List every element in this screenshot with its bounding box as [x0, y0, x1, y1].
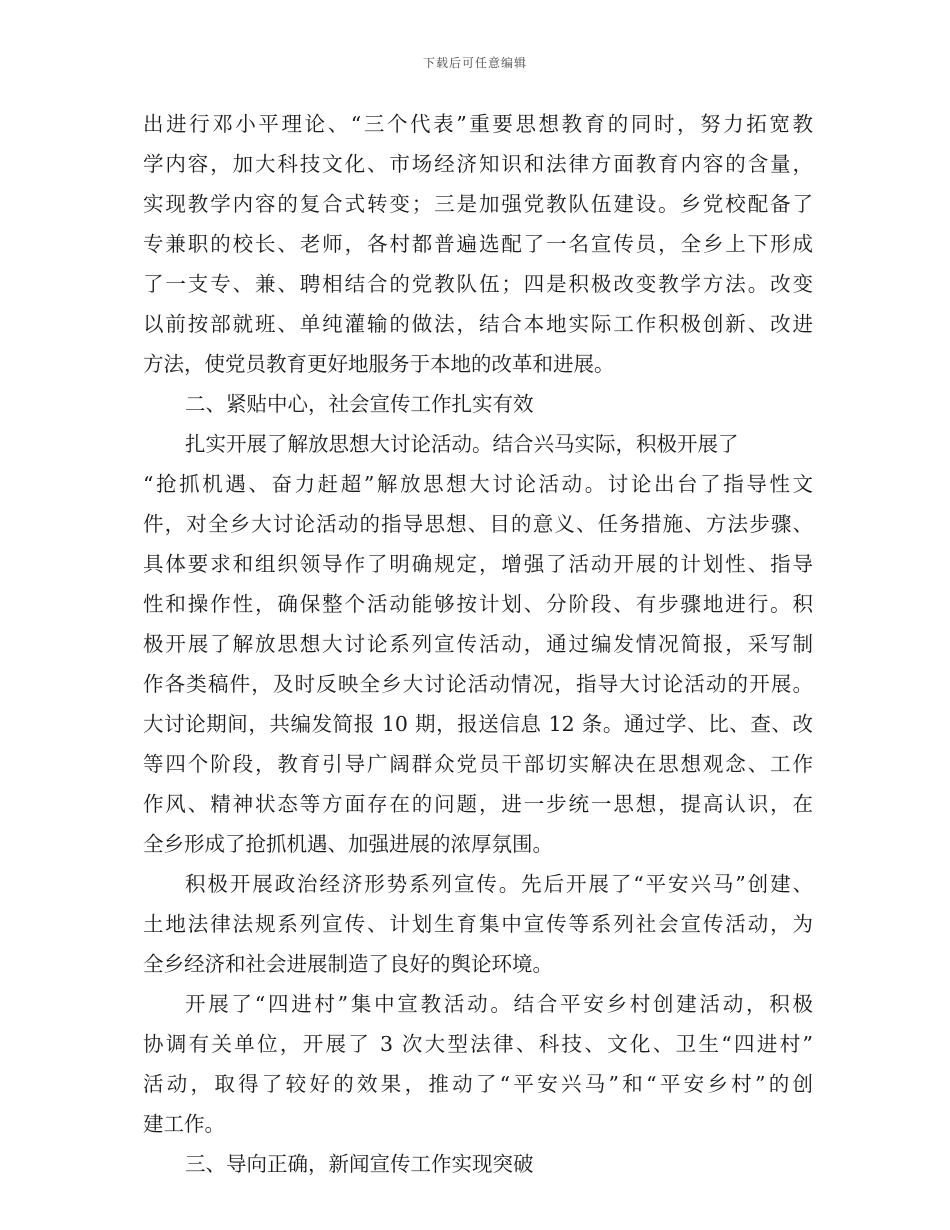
- page-header: 下载后可任意编辑: [422, 56, 527, 70]
- text-line: 建工作。: [143, 1112, 225, 1136]
- text-line: 积极开展政治经济形势系列宣传。先后开展了“平安兴马”创建、: [185, 872, 813, 896]
- text-line: 扎实开展了解放思想大讨论活动。结合兴马实际，积极开展了: [185, 432, 739, 456]
- text-line: 全乡经济和社会进展制造了良好的舆论环境。: [143, 952, 553, 976]
- text-line: 件，对全乡大讨论活动的指导思想、目的意义、任务措施、方法步骤、: [143, 512, 813, 536]
- text-line: 大讨论期间，共编发简报 10 期，报送信息 12 条。通过学、比、查、改: [143, 712, 813, 736]
- text-line: 极开展了解放思想大讨论系列宣传活动，通过编发情况简报，采写制: [143, 632, 813, 656]
- text-line: 土地法律法规系列宣传、计划生育集中宣传等系列社会宣传活动，为: [143, 912, 813, 936]
- text-line: 二、紧贴中心，社会宣传工作扎实有效: [185, 392, 534, 416]
- text-line: “抢抓机遇、奋力赶超”解放思想大讨论活动。讨论出台了指导性文: [143, 472, 813, 496]
- text-line: 等四个阶段，教育引导广阔群众党员干部切实解决在思想观念、工作: [143, 752, 813, 776]
- text-line: 方法，使党员教育更好地服务于本地的改革和进展。: [143, 352, 615, 376]
- text-line: 性和操作性，确保整个活动能够按计划、分阶段、有步骤地进行。积: [143, 592, 813, 616]
- text-line: 开展了“四进村”集中宣教活动。结合平安乡村创建活动，积极: [185, 992, 813, 1016]
- text-line: 了一支专、兼、聘相结合的党教队伍；四是积极改变教学方法。改变: [143, 272, 813, 296]
- text-line: 全乡形成了抢抓机遇、加强进展的浓厚氛围。: [143, 832, 553, 856]
- text-line: 学内容，加大科技文化、市场经济知识和法律方面教育内容的含量，: [143, 152, 813, 176]
- text-line: 出进行邓小平理论、“三个代表”重要思想教育的同时，努力拓宽教: [143, 112, 813, 136]
- text-line: 活动，取得了较好的效果，推动了“平安兴马”和“平安乡村”的创: [143, 1072, 813, 1096]
- text-line: 三、导向正确，新闻宣传工作实现突破: [185, 1152, 534, 1176]
- text-line: 实现教学内容的复合式转变；三是加强党教队伍建设。乡党校配备了: [143, 192, 813, 216]
- text-line: 作各类稿件，及时反映全乡大讨论活动情况，指导大讨论活动的开展。: [143, 672, 813, 696]
- document-body: [143, 104, 813, 1184]
- text-line: 专兼职的校长、老师，各村都普遍选配了一名宣传员，全乡上下形成: [143, 232, 813, 256]
- text-line: 具体要求和组织领导作了明确规定，增强了活动开展的计划性、指导: [143, 552, 813, 576]
- text-line: 以前按部就班、单纯灌输的做法，结合本地实际工作积极创新、改进: [143, 312, 813, 336]
- text-line: 协调有关单位，开展了 3 次大型法律、科技、文化、卫生“四进村”: [143, 1032, 813, 1056]
- text-line: 作风、精神状态等方面存在的问题，进一步统一思想，提高认识，在: [143, 792, 813, 816]
